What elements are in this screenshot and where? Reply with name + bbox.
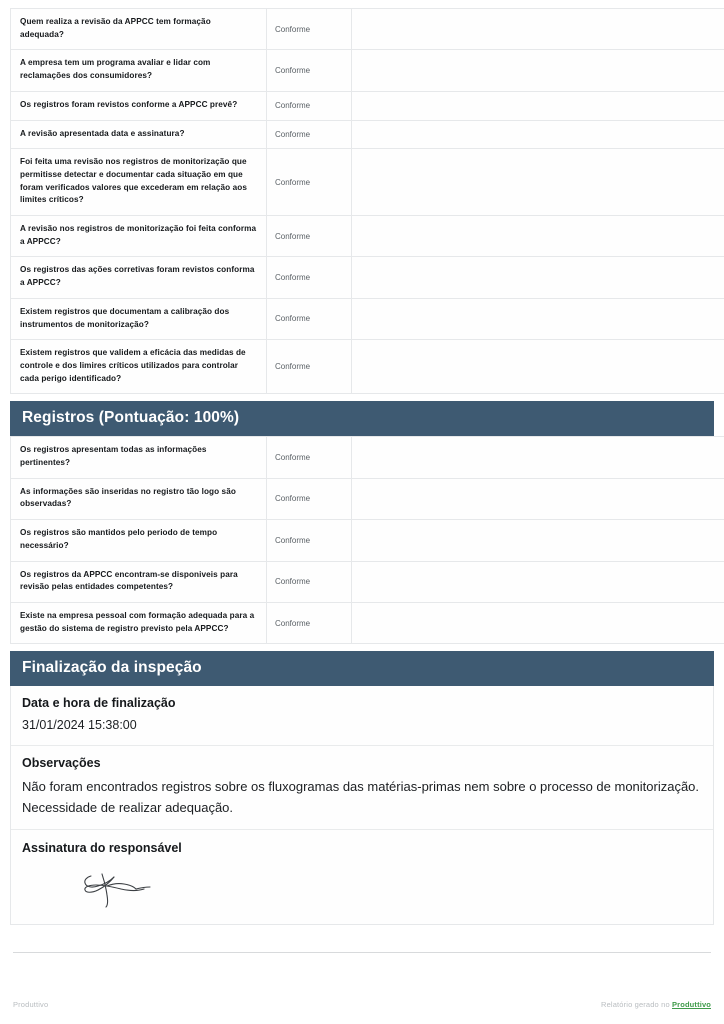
footer-generated-note (601, 1000, 711, 1009)
section-spacer (10, 394, 714, 401)
checklist-note (352, 520, 724, 561)
table-row (11, 340, 724, 394)
observations-value: Não foram encontrados registros sobre os fluxogramas das matérias-primas nem sobre o processo de monitorização. Necessidade de realizar adequação. (22, 778, 700, 816)
checklist-status: Conforme (267, 120, 352, 149)
checklist-status: Conforme (267, 9, 352, 50)
checklist-note (352, 298, 724, 339)
table-row (11, 120, 724, 149)
checklist-status: Conforme (267, 257, 352, 298)
checklist-table-registros-body (11, 437, 724, 644)
checklist-note (352, 340, 724, 394)
table-row (11, 561, 724, 602)
table-row (11, 257, 724, 298)
checklist-status: Conforme (267, 602, 352, 643)
checklist-status: Conforme (267, 520, 352, 561)
table-row (11, 478, 724, 519)
checklist-note (352, 216, 724, 257)
checklist-note (352, 602, 724, 643)
table-row (11, 50, 724, 91)
footer-divider (13, 952, 711, 953)
checklist-question: Os registros são mantidos pelo periodo de tempo necessário? (11, 520, 267, 561)
checklist-question: Foi feita uma revisão nos registros de monitorização que permitisse detectar e documentar cada situação em que foram verificados valores que excederam em relação aos limites críticos? (11, 149, 267, 216)
checklist-question: Quem realiza a revisão da APPCC tem formação adequada? (11, 9, 267, 50)
checklist-table-registros (10, 436, 724, 644)
checklist-status: Conforme (267, 50, 352, 91)
checklist-table-top-body (11, 9, 724, 394)
checklist-question: A revisão nos registros de monitorização foi feita conforma a APPCC? (11, 216, 267, 257)
finalizacao-signature-row (11, 830, 713, 924)
table-row (11, 602, 724, 643)
table-row (11, 91, 724, 120)
signature-image (80, 864, 190, 910)
checklist-status: Conforme (267, 216, 352, 257)
signature-scribble-icon (80, 864, 190, 910)
table-row (11, 298, 724, 339)
checklist-note (352, 9, 724, 50)
checklist-note (352, 50, 724, 91)
checklist-question: A empresa tem um programa avaliar e lidar com reclamações dos consumidores? (11, 50, 267, 91)
checklist-note (352, 561, 724, 602)
checklist-question: As informações são inseridas no registro tão logo são observadas? (11, 478, 267, 519)
checklist-question: Existem registros que validem a eficácia das medidas de controle e dos limires críticos utilizados para controlar cada perigo identificado? (11, 340, 267, 394)
datetime-label: Data e hora de finalização (22, 696, 176, 711)
checklist-question: Os registros foram revistos conforme a APPCC prevê? (11, 91, 267, 120)
checklist-question: Os registros das ações corretivas foram revistos conforma a APPCC? (11, 257, 267, 298)
checklist-status: Conforme (267, 91, 352, 120)
checklist-note (352, 120, 724, 149)
checklist-status: Conforme (267, 437, 352, 478)
checklist-note (352, 478, 724, 519)
checklist-status: Conforme (267, 298, 352, 339)
signature-label: Assinatura do responsável (22, 840, 182, 855)
checklist-status: Conforme (267, 478, 352, 519)
checklist-status: Conforme (267, 340, 352, 394)
checklist-note (352, 257, 724, 298)
footer-generated-prefix: Relatório gerado no (601, 1000, 672, 1009)
finalizacao-datetime-row (11, 686, 713, 746)
checklist-question: Os registros da APPCC encontram-se disponiveis para revisão pelas entidades competentes? (11, 561, 267, 602)
footer-brand-left: Produttivo (13, 1000, 49, 1009)
section-header-finalizacao: Finalização da inspeção (10, 651, 714, 686)
checklist-note (352, 149, 724, 216)
table-row (11, 149, 724, 216)
table-row (11, 9, 724, 50)
table-row (11, 216, 724, 257)
checklist-status: Conforme (267, 561, 352, 602)
report-sheet (10, 8, 714, 925)
section-spacer (10, 644, 714, 651)
footer-brand-link[interactable]: Produttivo (672, 1000, 711, 1009)
checklist-question: Existem registros que documentam a calibração dos instrumentos de monitorização? (11, 298, 267, 339)
checklist-note (352, 437, 724, 478)
checklist-status: Conforme (267, 149, 352, 216)
finalizacao-observations-row (11, 746, 713, 830)
section-header-registros: Registros (Pontuação: 100%) (10, 401, 714, 436)
checklist-question: Os registros apresentam todas as informações pertinentes? (11, 437, 267, 478)
datetime-value: 31/01/2024 15:38:00 (22, 718, 137, 733)
table-row (11, 437, 724, 478)
checklist-question: A revisão apresentada data e assinatura? (11, 120, 267, 149)
checklist-question: Existe na empresa pessoal com formação adequada para a gestão do sistema de registro previsto pela APPCC? (11, 602, 267, 643)
checklist-note (352, 91, 724, 120)
table-row (11, 520, 724, 561)
page-footer (13, 1000, 711, 1009)
checklist-table-top (10, 8, 724, 394)
finalizacao-block (10, 686, 714, 924)
observations-label: Observações (22, 756, 101, 771)
